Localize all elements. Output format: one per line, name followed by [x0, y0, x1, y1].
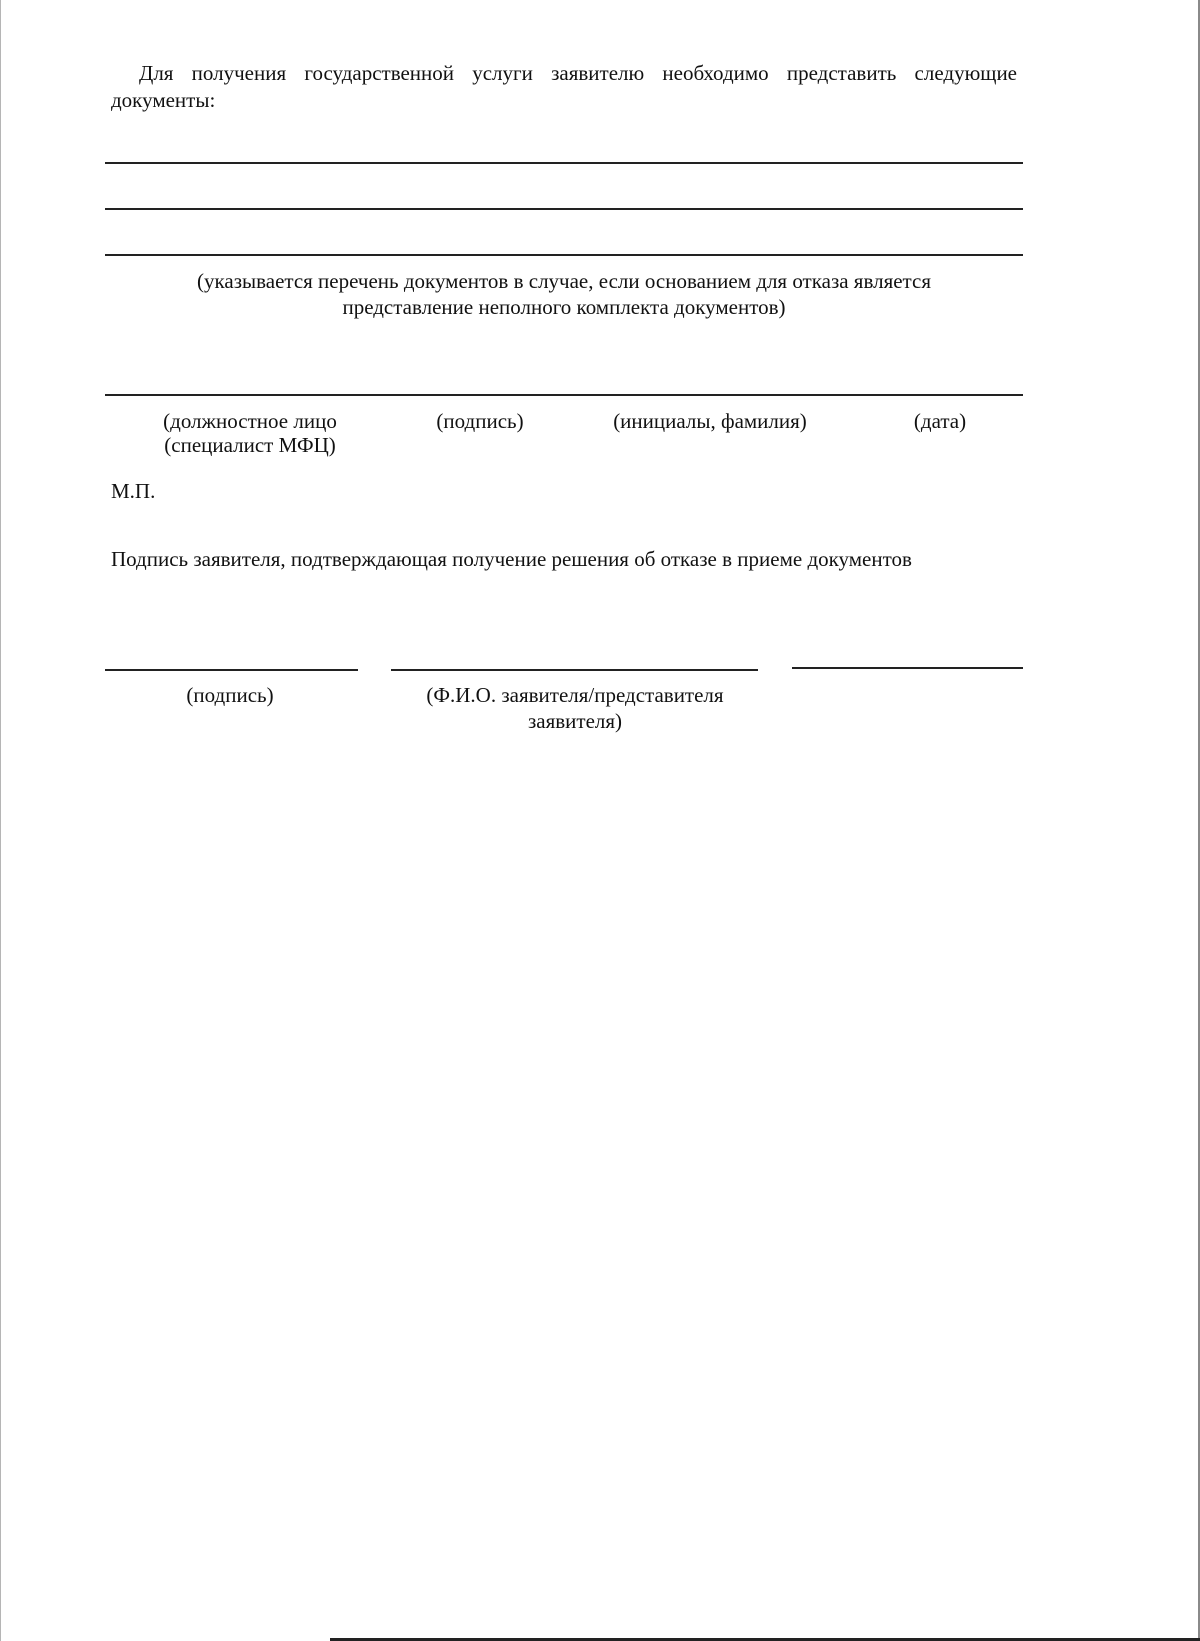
official-signature-line [105, 394, 1023, 396]
stamp-label: М.П. [111, 479, 156, 503]
official-date-label: (дата) [913, 409, 967, 433]
applicant-name-label-line-2: заявителя) [527, 709, 623, 733]
applicant-date-line [792, 667, 1023, 669]
applicant-name-line [391, 669, 758, 671]
documents-line-1 [105, 162, 1023, 164]
documents-line-3 [105, 254, 1023, 256]
intro-line-1: Для получения государственной услуги заявителю необходимо представить следующие [139, 61, 1017, 85]
intro-paragraph [111, 60, 1017, 114]
applicant-confirmation-text: Подпись заявителя, подтверждающая получение решения об отказе в приеме документов [111, 547, 912, 571]
official-signature-label: (подпись) [436, 409, 524, 433]
applicant-name-label-line-1: (Ф.И.О. заявителя/представителя [426, 683, 724, 707]
documents-note-line-2: представление неполного комплекта документов) [342, 295, 786, 319]
intro-line-2: документы: [111, 88, 216, 112]
scan-edge-left [0, 0, 1, 1641]
official-position-line-1: (должностное лицо [163, 409, 337, 433]
official-position-line-2: (специалист МФЦ) [164, 433, 336, 457]
applicant-signature-label: (подпись) [186, 683, 274, 707]
applicant-signature-line [105, 669, 358, 671]
documents-note-line-1: (указывается перечень документов в случае, если основанием для отказа является [197, 269, 931, 293]
documents-line-2 [105, 208, 1023, 210]
official-initials-label: (инициалы, фамилия) [613, 409, 807, 433]
